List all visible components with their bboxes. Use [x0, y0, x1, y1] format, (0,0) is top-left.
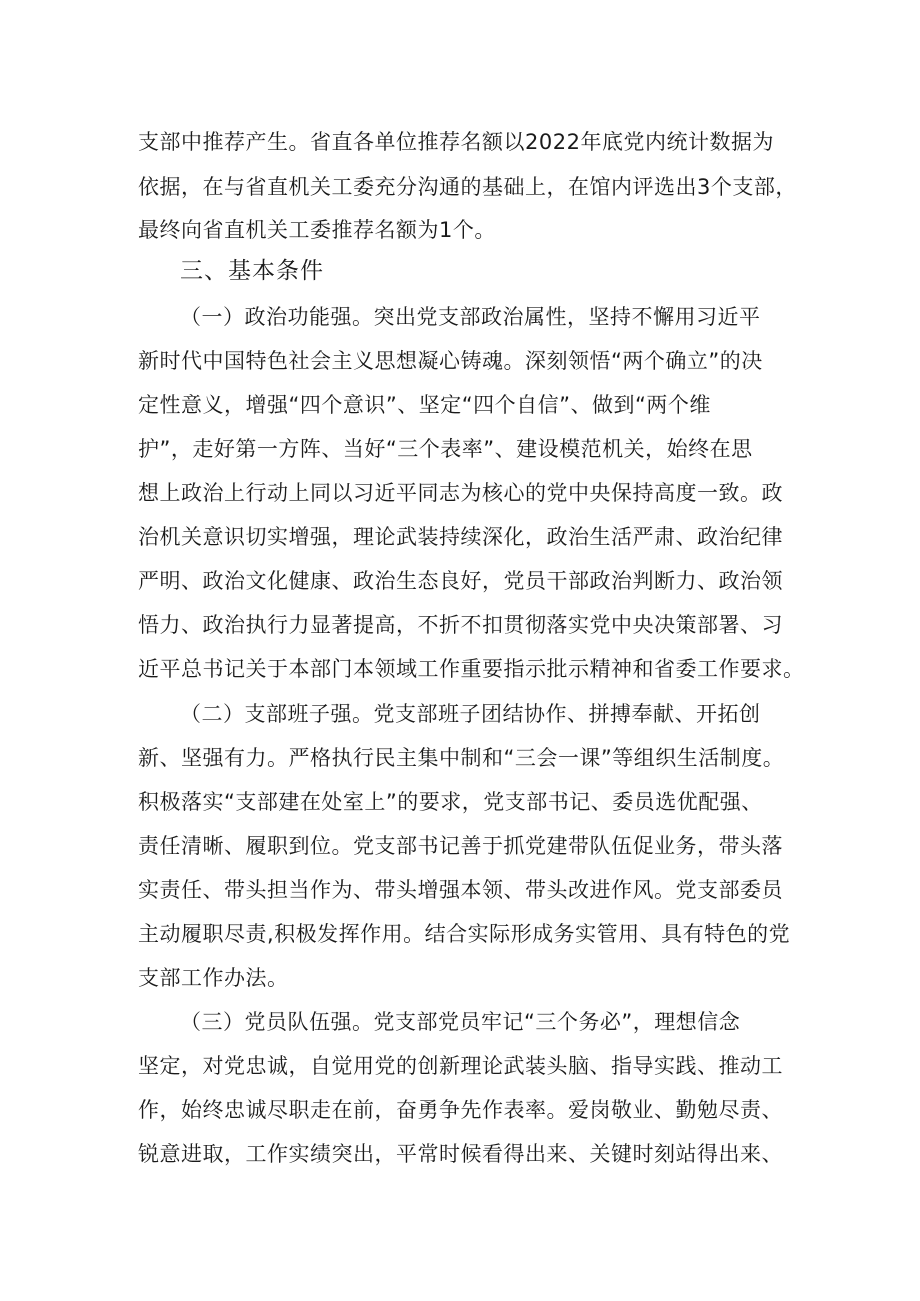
paragraph-1-line-6: 治机关意识切实增强，理论武装持续深化，政治生活严肃、政治纪律 — [138, 525, 783, 549]
paragraph-1-line-5: 想上政治上行动上同以习近平同志为核心的党中央保持高度一致。政 — [138, 481, 783, 505]
paragraph-3-line-3: 作，始终忠诚尽职走在前，奋勇争先作表率。爱岗敬业、勤勉尽责、 — [138, 1098, 783, 1122]
paragraph-1-line-4: 护”，走好第一方阵、当好“三个表率”、建设模范机关，始终在思 — [138, 437, 753, 461]
paragraph-2-line-1: （二）支部班子强。党支部班子团结协作、拼搏奉献、开拓创 — [180, 702, 761, 726]
intro-line-1: 支部中推荐产生。省直各单位推荐名额以2022年底党内统计数据为 — [138, 130, 774, 154]
paragraph-1-line-2: 新时代中国特色社会主义思想凝心铸魂。深刻领悟“两个确立”的决 — [138, 349, 763, 373]
paragraph-1-line-7: 严明、政治文化健康、政治生态良好，党员干部政治判断力、政治领 — [138, 569, 783, 593]
paragraph-3-line-4: 锐意进取，工作实绩突出，平常时候看得出来、关键时刻站得出来、 — [138, 1142, 783, 1166]
paragraph-2-line-7: 支部工作办法。 — [138, 966, 289, 990]
paragraph-3-line-1: （三）党员队伍强。党支部党员牢记“三个务必”，理想信念 — [180, 1010, 741, 1034]
paragraph-2-line-2: 新、坚强有力。严格执行民主集中制和“三会一课”等组织生活制度。 — [138, 746, 785, 770]
intro-line-3: 最终向省直机关工委推荐名额为1个。 — [138, 218, 496, 242]
paragraph-3-line-2: 坚定，对党忠诚，自觉用党的创新理论武装头脑、指导实践、推动工 — [138, 1054, 783, 1078]
paragraph-1-line-9: 近平总书记关于本部门本领域工作重要指示批示精神和省委工作要求。 — [138, 657, 805, 681]
paragraph-1-line-8: 悟力、政治执行力显著提高，不折不扣贯彻落实党中央决策部署、习 — [138, 613, 783, 637]
intro-line-2: 依据，在与省直机关工委充分沟通的基础上，在馆内评选出3个支部， — [138, 175, 797, 199]
paragraph-2-line-4: 责任清晰、履职到位。党支部书记善于抓党建带队伍促业务，带头落 — [138, 834, 783, 858]
paragraph-1-line-1: （一）政治功能强。突出党支部政治属性，坚持不懈用习近平 — [180, 305, 761, 329]
paragraph-2-line-5: 实责任、带头担当作为、带头增强本领、带头改进作风。党支部委员 — [138, 878, 783, 902]
paragraph-2-line-3: 积极落实“支部建在处室上”的要求，党支部书记、委员选优配强、 — [138, 790, 763, 814]
section-heading: 三、基本条件 — [180, 258, 324, 284]
paragraph-1-line-3: 定性意义，增强“四个意识”、坚定“四个自信”、做到“两个维 — [138, 393, 711, 417]
paragraph-2-line-6: 主动履职尽责,积极发挥作用。结合实际形成务实管用、具有特色的党 — [138, 922, 791, 946]
